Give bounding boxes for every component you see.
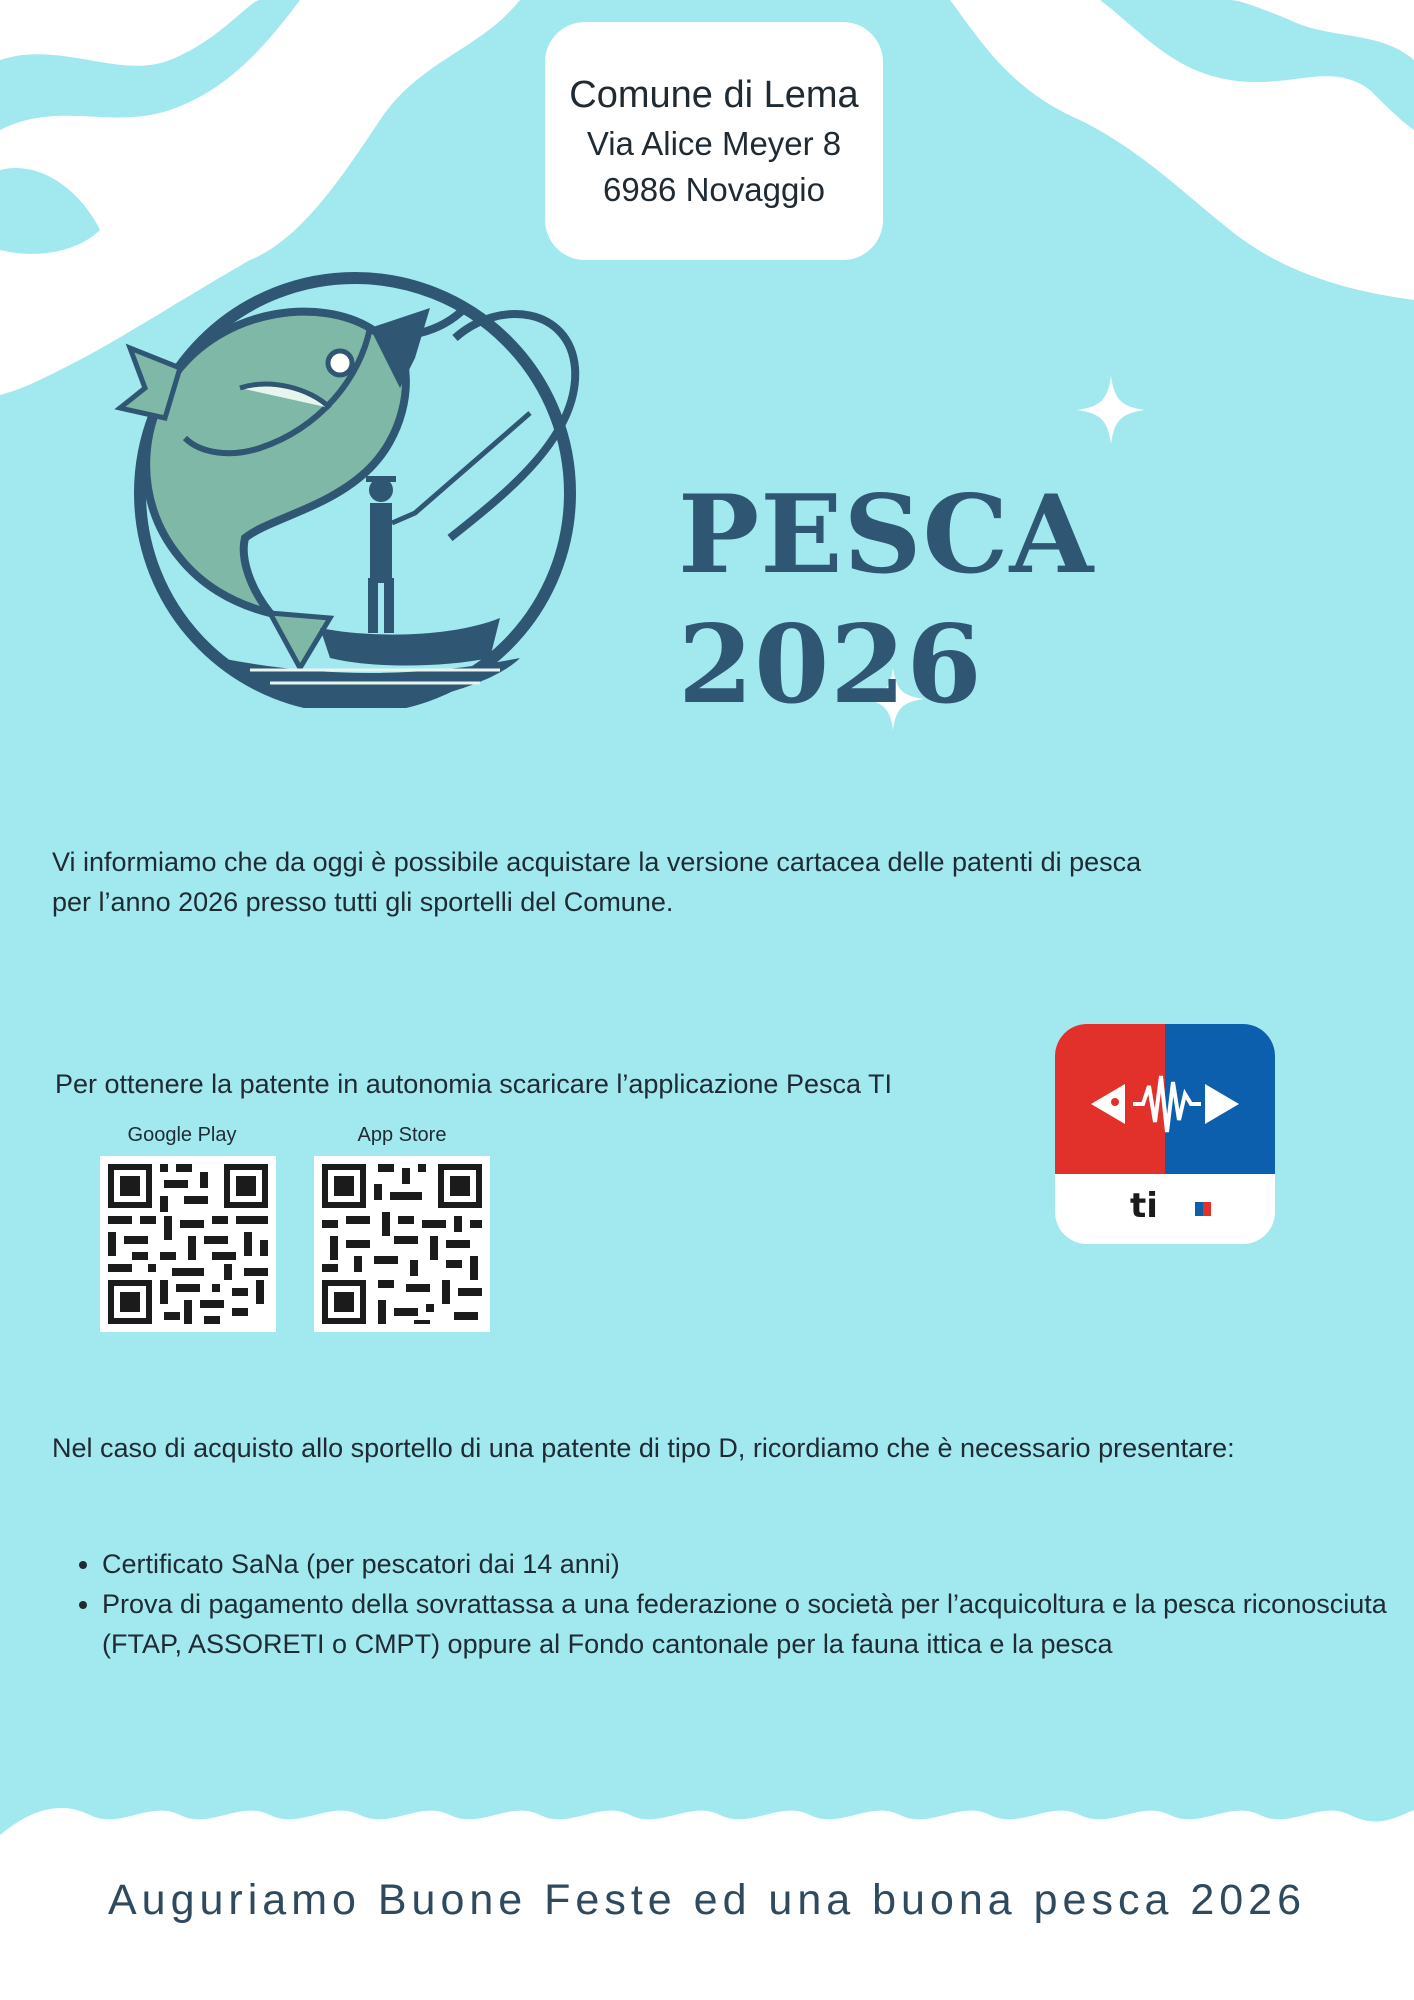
- intro-line-2: per l’anno 2026 presso tutti gli sportelli del Comune.: [52, 887, 674, 917]
- list-item: • Certificato SaNa (per pescatori dai 14 anni): [102, 1544, 1414, 1584]
- list-item: • Prova di pagamento della sovrattassa a una federazione o società per l’acquicoltura e la pesca riconosciuta (FTAP, ASSORETI o CMPT) oppure al Fondo cantonale per la fauna ittica e la pesca: [102, 1584, 1414, 1664]
- city-address: 6986 Novaggio: [602, 171, 825, 208]
- sparkle-icon: [1077, 376, 1145, 444]
- fishing-logo: [70, 238, 640, 708]
- intro-line-1: Vi informiamo che da oggi è possibile acquistare la versione cartacea delle patenti di pesca: [52, 847, 1142, 877]
- municipality-name: Comune di Lema: [569, 74, 859, 116]
- footer-greeting: Auguriamo Buone Feste ed una buona pesca 2026: [107, 1876, 1306, 1924]
- requirements-list: [52, 1544, 1414, 1664]
- page-title: PESCA 2026: [678, 472, 1095, 728]
- google-play-label: Google Play: [127, 1124, 237, 1146]
- app-store-label: App Store: [357, 1124, 447, 1146]
- requirements-intro: Nel caso di acquisto allo sportello di una patente di tipo D, ricordiamo che è necessario presentare:: [52, 1433, 1235, 1463]
- app-store-qr-code[interactable]: [314, 1156, 490, 1332]
- street-address: Via Alice Meyer 8: [586, 125, 842, 162]
- intro-paragraph: [52, 842, 1352, 922]
- app-download-text: Per ottenere la patente in autonomia scaricare l’applicazione Pesca TI: [55, 1069, 892, 1099]
- address-card: [545, 22, 883, 260]
- app-icon-label: ti: [1130, 1186, 1158, 1226]
- google-play-qr-code[interactable]: [100, 1156, 276, 1332]
